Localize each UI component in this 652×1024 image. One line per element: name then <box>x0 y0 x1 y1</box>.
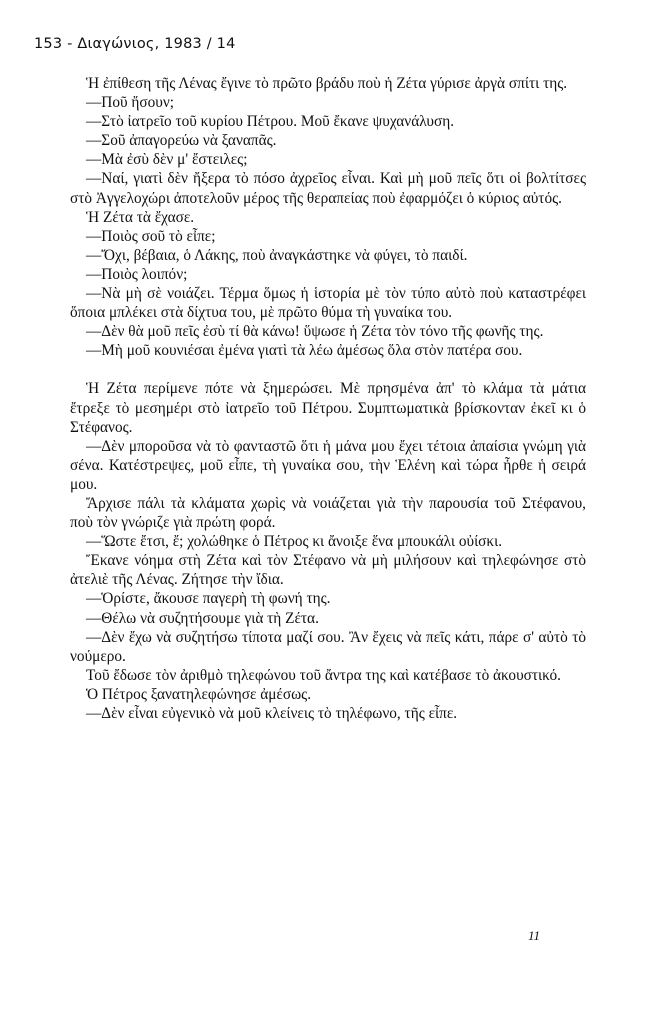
paragraph: Ὁ Πέτρος ξανατηλεφώνησε ἀμέσως. <box>86 685 312 703</box>
section-break <box>70 360 586 379</box>
paragraph: —Ποῦ ἤσουν; <box>86 94 175 112</box>
paragraph: —Στὸ ἰατρεῖο τοῦ κυρίου Πέτρου. Μοῦ ἔκανε ψυχανάλυση. <box>86 113 455 131</box>
page-number: 11 <box>528 928 541 943</box>
paragraph: —Δὲν εἶναι εὐγενικὸ νὰ μοῦ κλείνεις τὸ τηλέφωνο, τῆς εἶπε. <box>86 705 458 722</box>
paragraph: Ἡ Ζέτα τὰ ἔχασε. <box>86 208 195 226</box>
paragraph: —Ὄχι, βέβαια, ὁ Λάκης, ποὺ ἀναγκάστηκε νὰ φύγει, τὸ παιδί. <box>86 246 468 264</box>
paragraph: —Ποιὸς σοῦ τὸ εἶπε; <box>86 227 216 245</box>
paragraph: —Ὁρίστε, ἄκουσε παγερὴ τὴ φωνή της. <box>86 590 331 608</box>
paragraph: —Δὲν ἔχω νὰ συζητήσω τίποτα μαζί σου. Ἂν ἔχεις νὰ πεῖς κάτι, πάρε σ' αὐτὸ τὸ νούμερο. <box>70 628 586 665</box>
paragraph: Ἔκανε νόημα στὴ Ζέτα καὶ τὸν Στέφανο νὰ μὴ μιλήσουν καὶ τηλεφώνησε στὸ ἀτελιὲ τῆς Λένας. Ζήτησε τὴν ἴδια. <box>70 552 586 589</box>
paragraph: —Δὲν μποροῦσα νὰ τὸ φανταστῶ ὅτι ἡ μάνα μου ἔχει τέτοια ἀπαίσια γνώμη γιὰ σένα. Κατέστρεψες, μοῦ εἶπε, τὴ γυναίκα σου, τὴν Ἑλένη καὶ τώρα ἦρθε ἡ σειρά μου. <box>70 437 586 493</box>
body-text <box>70 74 586 723</box>
paragraph: —Ναί, γιατὶ δὲν ἤξερα τὸ πόσο ἀχρεῖος εἶναι. Καὶ μὴ μοῦ πεῖς ὅτι οἱ βολτίτσες στὸ Ἀγγελοχώρι ἀποτελοῦν μέρος τῆς θεραπείας ποὺ ἐφαρμόζει ὁ κύριος αὐτός. <box>70 170 586 207</box>
paragraph: —Μὴ μοῦ κουνιέσαι ἐμένα γιατὶ τὰ λέω ἀμέσως ὅλα στὸν πατέρα σου. <box>86 342 523 360</box>
paragraph: Ἡ ἐπίθεση τῆς Λένας ἔγινε τὸ πρῶτο βράδυ ποὺ ἡ Ζέτα γύρισε ἀργὰ σπίτι της. <box>86 75 568 92</box>
paragraph: —Ὥστε ἔτσι, ἔ; χολώθηκε ὁ Πέτρος κι ἄνοιξε ἕνα μπουκάλι οὐίσκι. <box>86 533 503 551</box>
paragraph: Ἄρχισε πάλι τὰ κλάματα χωρὶς νὰ νοιάζεται γιὰ τὴν παρουσία τοῦ Στέφανου, ποὺ τὸν γνώριζε γιὰ πρώτη φορά. <box>70 494 586 532</box>
paragraph: Τοῦ ἔδωσε τὸν ἀριθμὸ τηλεφώνου τοῦ ἄντρα της καὶ κατέβασε τὸ ἀκουστικό. <box>86 666 562 684</box>
paragraph: —Νὰ μὴ σὲ νοιάζει. Τέρμα ὅμως ἡ ἱστορία μὲ τὸν τύπο αὐτὸ ποὺ καταστρέφει ὅποια μπλέκει στὰ δίχτυα του, μὲ πρῶτο θύμα τὴ γυναίκα του. <box>70 285 586 322</box>
paragraph: —Ποιὸς λοιπόν; <box>86 265 188 283</box>
paragraph: —Θέλω νὰ συζητήσουμε γιὰ τὴ Ζέτα. <box>86 609 319 627</box>
paragraph: —Δὲν θὰ μοῦ πεῖς ἐσὺ τί θὰ κάνω! ὕψωσε ἡ Ζέτα τὸν τόνο τῆς φωνῆς της. <box>86 323 544 341</box>
paragraph: —Σοῦ ἀπαγορεύω νὰ ξαναπᾶς. <box>86 132 277 150</box>
running-head: 153 - Διαγώνιος, 1983 / 14 <box>34 36 236 52</box>
paragraph: —Μὰ ἐσὺ δὲν μ' ἔστειλες; <box>86 151 248 169</box>
paragraph: Ἡ Ζέτα περίμενε πότε νὰ ξημερώσει. Μὲ πρησμένα ἀπ' τὸ κλάμα τὰ μάτια ἔτρεξε τὸ μεσημέρι στὸ ἰατρεῖο τοῦ Πέτρου. Συμπτωματικὰ βρίσκονταν ἐκεῖ κι ὁ Στέφανος. <box>70 380 586 436</box>
